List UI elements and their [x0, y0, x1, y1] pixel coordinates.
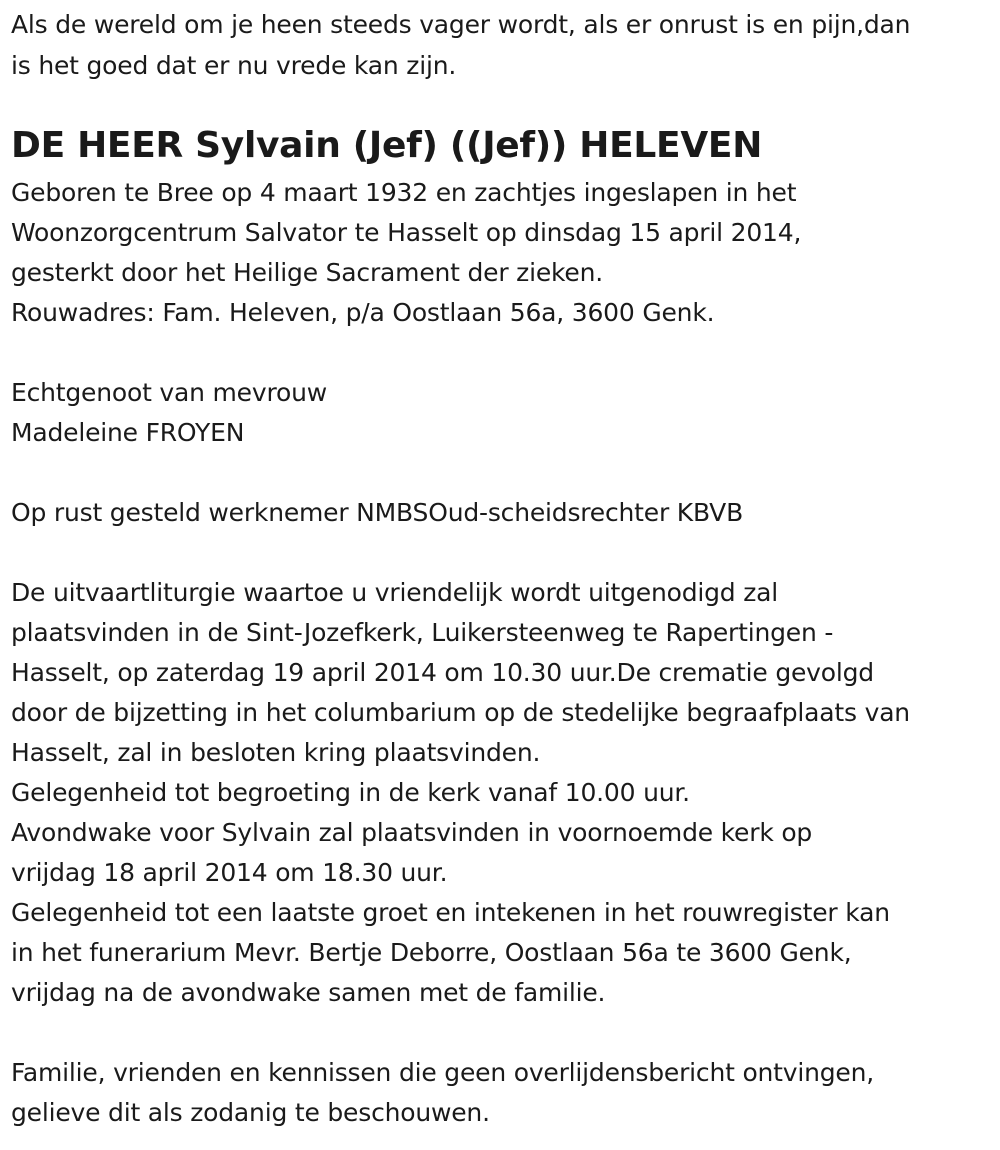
- ceremony-line: in het funerarium Mevr. Bertje Deborre, Oostlaan 56a te 3600 Genk,: [11, 938, 852, 967]
- spouse-name-line: Madeleine FROYEN: [11, 418, 245, 447]
- closing-line: Familie, vrienden en kennissen die geen overlijdensbericht ontvingen,: [11, 1058, 875, 1087]
- closing-line: gelieve dit als zodanig te beschouwen.: [11, 1098, 490, 1127]
- ceremony-line: door de bijzetting in het columbarium op de stedelijke begraafplaats van: [11, 698, 910, 727]
- ceremony-line: plaatsvinden in de Sint-Jozefkerk, Luikersteenweg te Rapertingen -: [11, 618, 834, 647]
- ceremony-line: vrijdag na de avondwake samen met de familie.: [11, 978, 606, 1007]
- intro-line: Als de wereld om je heen steeds vager wordt, als er onrust is en pijn,dan: [11, 10, 911, 39]
- intro-line: is het goed dat er nu vrede kan zijn.: [11, 51, 457, 80]
- details-line: Geboren te Bree op 4 maart 1932 en zachtjes ingeslapen in het: [11, 178, 797, 207]
- mourning-address-line: Rouwadres: Fam. Heleven, p/a Oostlaan 56a, 3600 Genk.: [11, 298, 715, 327]
- deceased-name-title: DE HEER Sylvain (Jef) ((Jef)) HELEVEN: [11, 125, 763, 166]
- details-line: gesterkt door het Heilige Sacrament der zieken.: [11, 258, 603, 287]
- ceremony-line: Hasselt, op zaterdag 19 april 2014 om 10.30 uur.De crematie gevolgd: [11, 658, 874, 687]
- ceremony-line: Avondwake voor Sylvain zal plaatsvinden in voornoemde kerk op: [11, 818, 813, 847]
- details-line: Woonzorgcentrum Salvator te Hasselt op dinsdag 15 april 2014,: [11, 218, 802, 247]
- occupation-line: Op rust gesteld werknemer NMBSOud-scheidsrechter KBVB: [11, 498, 744, 527]
- ceremony-line: vrijdag 18 april 2014 om 18.30 uur.: [11, 858, 448, 887]
- ceremony-line: Hasselt, zal in besloten kring plaatsvinden.: [11, 738, 541, 767]
- ceremony-line: De uitvaartliturgie waartoe u vriendelijk wordt uitgenodigd zal: [11, 578, 779, 607]
- ceremony-line: Gelegenheid tot begroeting in de kerk vanaf 10.00 uur.: [11, 778, 690, 807]
- ceremony-line: Gelegenheid tot een laatste groet en intekenen in het rouwregister kan: [11, 898, 890, 927]
- spouse-line: Echtgenoot van mevrouw: [11, 378, 327, 407]
